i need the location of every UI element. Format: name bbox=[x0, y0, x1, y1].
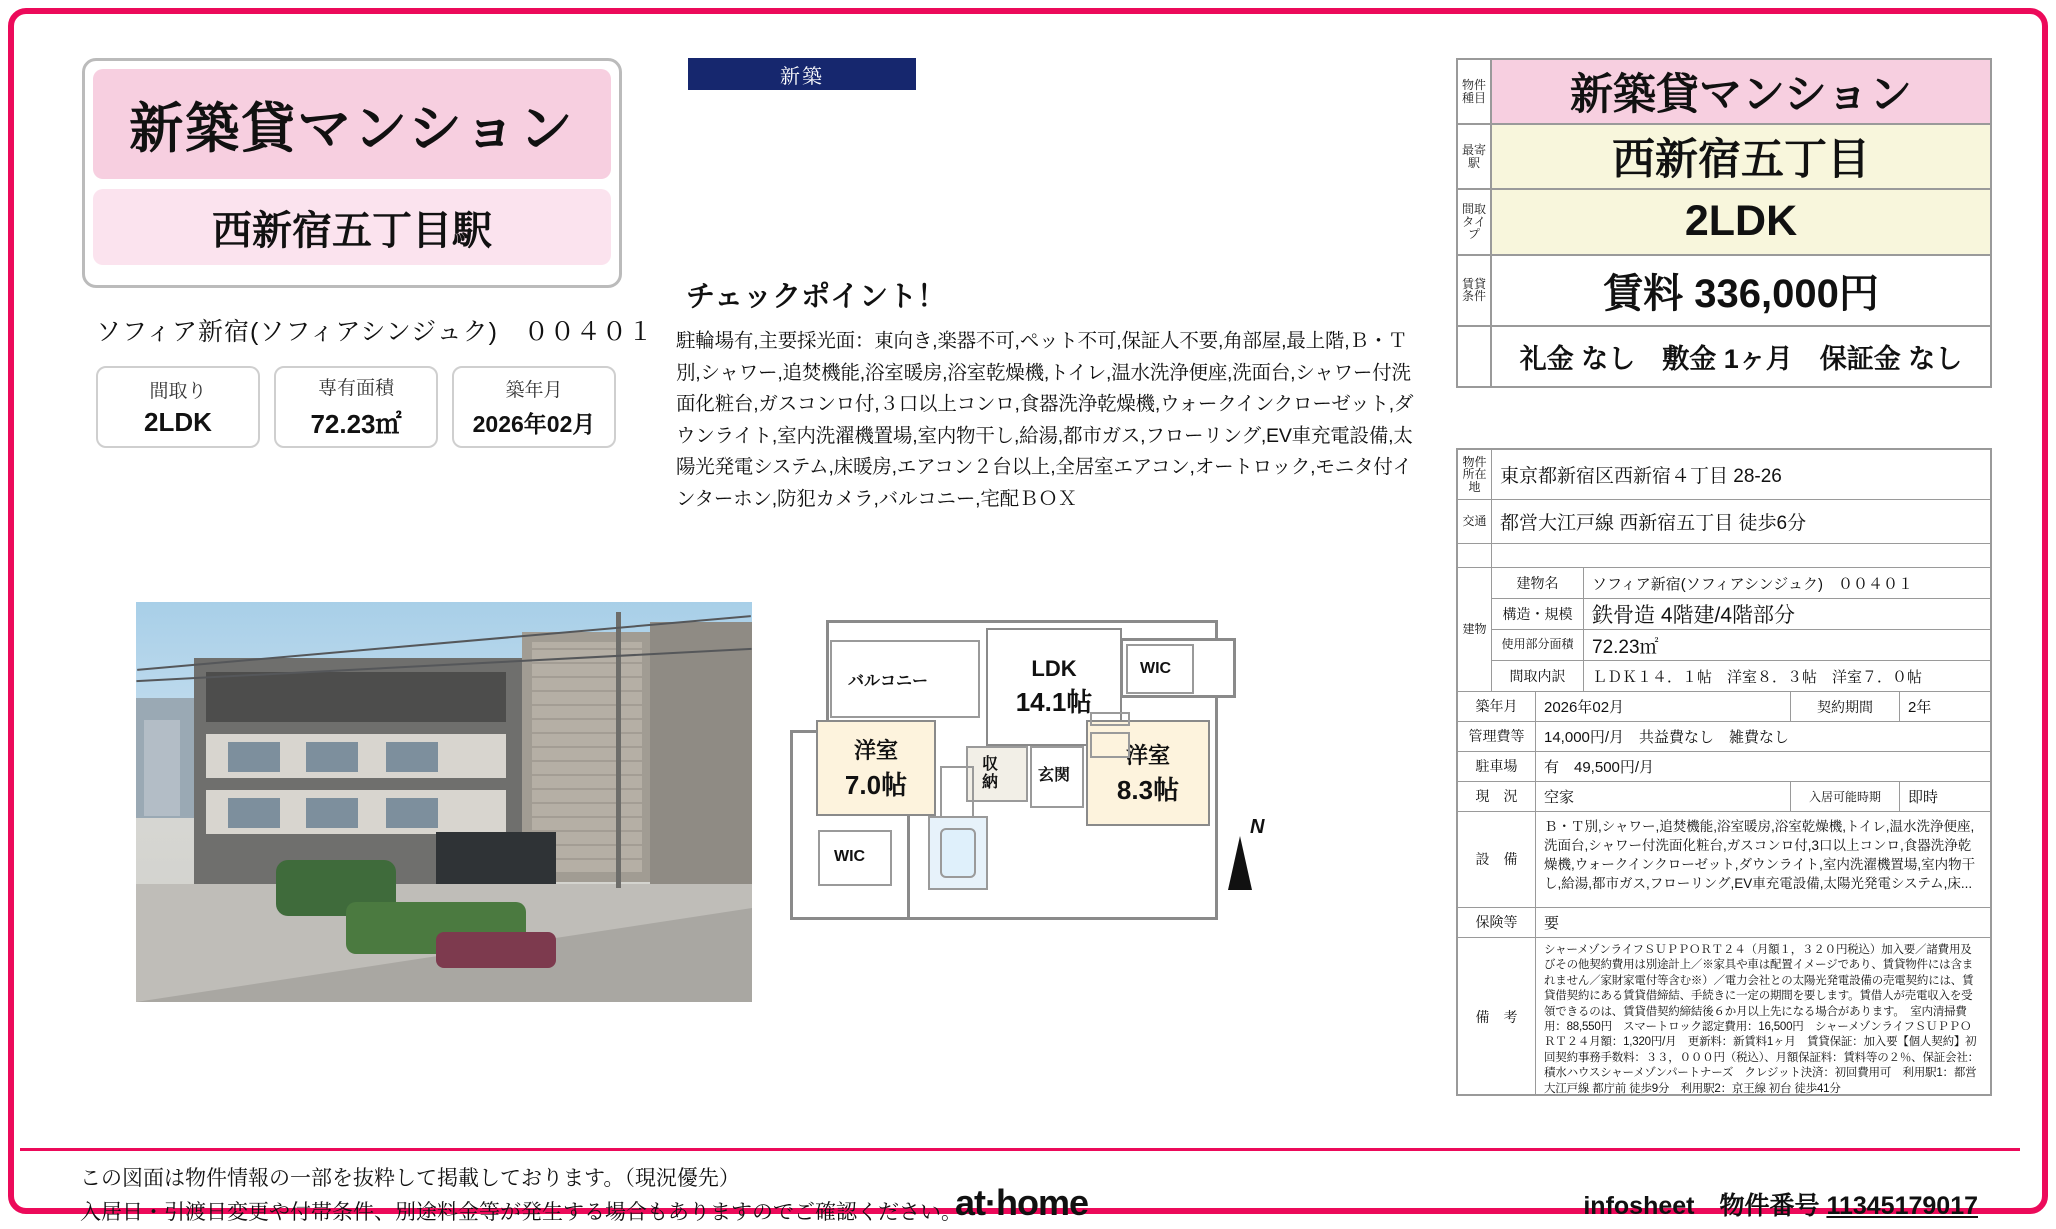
footer-note-line1: この図面は物件情報の一部を抜粋して掲載しております。（現況優先） bbox=[80, 1167, 740, 1190]
row-label-insurance: 保険等 bbox=[1458, 908, 1536, 937]
row-value-year: 2026年02月 bbox=[1544, 699, 1625, 716]
row-label-access: 交通 bbox=[1458, 500, 1492, 543]
row-label-year: 築年月 bbox=[1458, 692, 1536, 721]
checkpoint-body: 駐輪場有,主要採光面：東向き,楽器不可,ペット不可,保証人不要,角部屋,最上階,Ｂ・Ｔ別,シャワー,追焚機能,浴室暖房,浴室乾燥機,トイレ,温水洗浄便座,洗面台,シャワー付洗面化粧台,ガスコンロ付,３口以上コンロ,食器洗浄乾燥機,ウォークインクローゼット,ダウンライト,室内洗濯機置場,室内物干し,給湯,都市ガス,フローリング,EV車充電設備,太陽光発電システム,床暖房,エアコン２台以上,全居室エアコン,オートロック,モニタ付インターホン,防犯カメラ,バルコニー,宅配ＢＯＸ bbox=[676, 330, 1414, 510]
spec-year-label: 築年月 bbox=[505, 380, 563, 401]
room-western-7-name: 洋室 bbox=[853, 738, 898, 763]
spec-layout-label: 間取り bbox=[149, 381, 207, 402]
summary-terms-label bbox=[1458, 327, 1492, 386]
floorplan-label-north: N bbox=[1250, 816, 1265, 838]
building-row-2-value: 72.23㎡ bbox=[1592, 636, 1659, 658]
row-label-parking: 駐車場 bbox=[1458, 752, 1536, 781]
row-value-contract: 2年 bbox=[1908, 699, 1932, 716]
row-label-access-blank bbox=[1458, 544, 1492, 567]
row-label-equipment: 設 備 bbox=[1458, 812, 1536, 907]
building-row-1-value: 鉄骨造 4階建/4階部分 bbox=[1592, 604, 1796, 627]
floorplan-label-wic-top: WIC bbox=[1140, 660, 1172, 677]
spec-year-value: 2026年02月 bbox=[472, 411, 596, 437]
summary-panel bbox=[1456, 58, 1992, 388]
row-value-equipment: Ｂ・Ｔ別,シャワー,追焚機能,浴室暖房,浴室乾燥機,トイレ,温水洗浄便座,洗面台,シャワー付洗面化粧台,ガスコンロ付,3口以上コンロ,食器洗浄乾燥機,ウォークインクローゼット,ダウンライト,室内洗濯機置場,室内物干し,給湯,都市ガス,フローリング,EV車充電設備,太陽光発電システム,床... bbox=[1544, 819, 1976, 892]
building-row-3-label: 間取内訳 bbox=[1492, 661, 1584, 692]
summary-type-value: 新築貸マンション bbox=[1492, 60, 1990, 123]
row-label-movein: 入居可能時期 bbox=[1790, 782, 1900, 811]
spec-area-value: 72.23㎡ bbox=[310, 409, 402, 439]
page-title: 新築貸マンション bbox=[93, 69, 611, 179]
building-row-1-label: 構造・規模 bbox=[1492, 599, 1584, 629]
row-value-parking: 有 49,500円/月 bbox=[1544, 759, 1655, 776]
floor-plan bbox=[790, 620, 1390, 1090]
footer-divider bbox=[20, 1148, 2020, 1151]
row-label-status: 現 況 bbox=[1458, 782, 1536, 811]
spec-year bbox=[452, 366, 616, 448]
row-label-address: 物件所在地 bbox=[1458, 450, 1492, 499]
row-value-insurance: 要 bbox=[1544, 915, 1560, 932]
row-value-movein: 即時 bbox=[1908, 789, 1939, 806]
footer-note bbox=[80, 1162, 962, 1229]
row-value-fee: 14,000円/月 共益費なし 雑費なし bbox=[1544, 729, 1790, 746]
room-western-8-name: 洋室 bbox=[1125, 743, 1170, 768]
spec-area-label: 専有面積 bbox=[317, 378, 394, 399]
station-title: 西新宿五丁目駅 bbox=[93, 189, 611, 265]
checkpoint-title: チェックポイント！ bbox=[686, 281, 947, 313]
room-western-8-size: 8.3帖 bbox=[1116, 775, 1180, 805]
floorplan-label-entrance: 玄関 bbox=[1038, 767, 1071, 784]
row-label-building: 建物 bbox=[1458, 568, 1492, 691]
athome-logo: at·home bbox=[955, 1182, 1089, 1223]
room-ldk-name: LDK bbox=[1031, 655, 1077, 681]
spec-row bbox=[96, 366, 616, 448]
summary-layout-label: 間取タイプ bbox=[1458, 190, 1492, 253]
new-construction-badge: 新築 bbox=[688, 58, 916, 90]
room-western-7-size: 7.0帖 bbox=[844, 770, 908, 800]
spec-area bbox=[274, 366, 438, 448]
building-row-3-value: ＬＤＫ１４．１帖 洋室８．３帖 洋室７．０帖 bbox=[1592, 669, 1923, 686]
building-row-2-label: 使用部分面積 bbox=[1492, 630, 1584, 660]
summary-station-value: 西新宿五丁目 bbox=[1492, 125, 1990, 188]
summary-rent-label: 賃貸条件 bbox=[1458, 256, 1492, 326]
summary-station-label: 最寄駅 bbox=[1458, 125, 1492, 188]
row-label-fee: 管理費等 bbox=[1458, 722, 1536, 751]
room-western-7 bbox=[816, 720, 936, 816]
building-name-header: ソフィア新宿(ソフィアシンジュク) ００４０１ bbox=[96, 318, 654, 346]
footer-note-line2: 入居日・引渡日変更や付帯条件、別途料金等が発生する場合もありますのでご確認ください。 bbox=[80, 1200, 962, 1224]
infosheet-number: 11345179017 bbox=[1826, 1192, 1978, 1220]
row-value-address: 東京都新宿区西新宿４丁目 28-26 bbox=[1500, 466, 1782, 487]
infosheet-label: infosheet 物件番号 bbox=[1583, 1192, 1820, 1220]
infosheet-id bbox=[1583, 1186, 1978, 1222]
summary-layout-value: 2LDK bbox=[1492, 190, 1990, 253]
spec-layout bbox=[96, 366, 260, 448]
summary-type-label: 物件種目 bbox=[1458, 60, 1492, 123]
floorplan-label-balcony: バルコニー bbox=[848, 673, 929, 690]
building-row-0-value: ソフィア新宿(ソフィアシンジュク) ００４０１ bbox=[1592, 575, 1913, 593]
summary-rent-value: 賃料 336,000円 bbox=[1603, 271, 1879, 316]
row-label-remarks: 備 考 bbox=[1458, 938, 1536, 1096]
spec-layout-value: 2LDK bbox=[144, 407, 212, 437]
room-ldk-size: 14.1帖 bbox=[1015, 686, 1093, 717]
floorplan-label-storage: 収納 bbox=[982, 756, 999, 791]
summary-terms-value: 礼金 なし 敷金 1ヶ月 保証金 なし bbox=[1519, 344, 1963, 375]
floorplan-label-wic-bottom: WIC bbox=[834, 848, 866, 865]
row-value-access-blank bbox=[1492, 544, 1990, 567]
property-photo bbox=[136, 602, 752, 1002]
detail-table bbox=[1456, 448, 1992, 1096]
row-label-contract: 契約期間 bbox=[1790, 692, 1900, 721]
row-value-status: 空家 bbox=[1544, 789, 1575, 806]
row-value-remarks: シャーメゾンライフＳＵＰＰＯＲＴ２４（月額１，３２０円税込）加入要／諸費用及びその他契約費用は別途計上／※家具や車は配置イメージであり、賃貸物件には含まれません／家財家電付等含む※）／電力会社との太陽光発電設備の売電契約には、賃貸借契約にある賃貸借締結、手続きに一定の期間を要します。賃借人が売電収入を受領できるのは、賃貸借契約締結後６か月以上先になる場合があります。 室内清掃費用：88,550円 スマートロック認定費用：16,500円 シャーメゾンライフＳＵＰＰＯＲＴ２４月額：1,320円/月 更新料：新賃料1ヶ月 賃貸保証：加入要【個人契約】初回契約事務手数料：３３，０００円（税込）、月額保証料：賃料等の２％、保証会社：積水ハウスシャーメゾンパートナーズ クレジット決済：初回費用可 利用駅1：都営大江戸線 都庁前 徒歩9分 利用駅2：京王線 初台 徒歩41分 bbox=[1544, 944, 1979, 1095]
row-value-access: 都営大江戸線 西新宿五丁目 徒歩6分 bbox=[1500, 513, 1807, 534]
building-row-0-label: 建物名 bbox=[1492, 568, 1584, 598]
title-card bbox=[82, 58, 622, 288]
